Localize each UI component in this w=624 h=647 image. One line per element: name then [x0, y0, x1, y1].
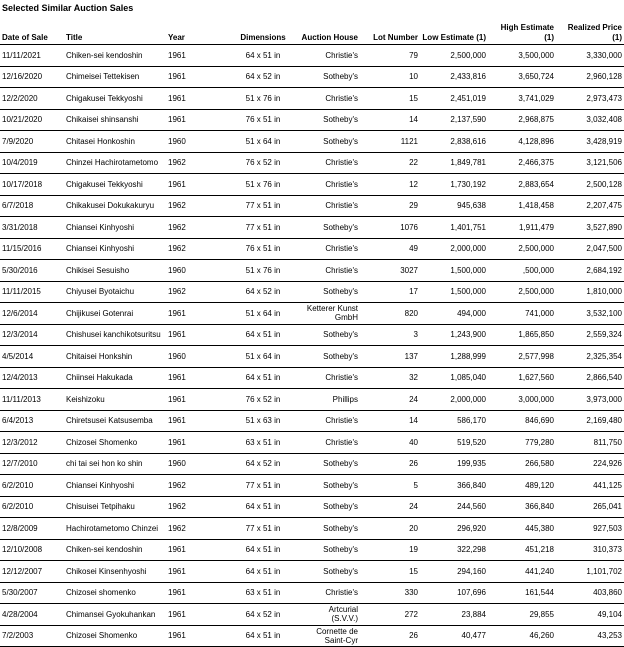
cell-year: 1962 [166, 281, 228, 303]
cell-dimensions: 51 x 64 in [228, 303, 298, 325]
cell-year: 1961 [166, 625, 228, 647]
cell-auction-house: Sotheby's [298, 518, 360, 540]
cell-realized-price: 3,428,919 [556, 131, 624, 153]
cell-auction-house: Christie's [298, 88, 360, 110]
cell-realized-price: 3,330,000 [556, 45, 624, 67]
cell-low-estimate: 244,560 [420, 496, 488, 518]
cell-date: 12/7/2010 [0, 453, 64, 475]
cell-lot-number: 32 [360, 367, 420, 389]
cell-date: 11/11/2021 [0, 45, 64, 67]
cell-high-estimate: 441,240 [488, 561, 556, 583]
cell-auction-house: Sotheby's [298, 324, 360, 346]
cell-year: 1961 [166, 367, 228, 389]
cell-dimensions: 64 x 51 in [228, 324, 298, 346]
table-row [0, 453, 624, 475]
cell-title: Chizosei Shomenko [64, 625, 166, 647]
cell-high-estimate: 741,000 [488, 303, 556, 325]
cell-title: Hachirotametomo Chinzei [64, 518, 166, 540]
table-row [0, 346, 624, 368]
cell-auction-house: Christie's [298, 195, 360, 217]
cell-high-estimate: 366,840 [488, 496, 556, 518]
cell-realized-price: 49,104 [556, 604, 624, 626]
cell-title: Chiyusei Byotaichu [64, 281, 166, 303]
cell-date: 4/5/2014 [0, 346, 64, 368]
cell-auction-house: Christie's [298, 174, 360, 196]
table-row [0, 582, 624, 604]
cell-dimensions: 76 x 51 in [228, 238, 298, 260]
cell-lot-number: 26 [360, 453, 420, 475]
cell-realized-price: 441,125 [556, 475, 624, 497]
header-row [0, 15, 624, 45]
cell-auction-house: Christie's [298, 45, 360, 67]
cell-year: 1960 [166, 260, 228, 282]
cell-low-estimate: 322,298 [420, 539, 488, 561]
table-row [0, 389, 624, 411]
cell-year: 1961 [166, 324, 228, 346]
cell-year: 1962 [166, 475, 228, 497]
cell-lot-number: 820 [360, 303, 420, 325]
cell-title: Chiretsusei Katsusemba [64, 410, 166, 432]
cell-title: Chikaisei shinsanshi [64, 109, 166, 131]
cell-year: 1962 [166, 195, 228, 217]
cell-auction-house: Sotheby's [298, 66, 360, 88]
table-row [0, 496, 624, 518]
table-row [0, 518, 624, 540]
cell-title: Chizosei Shomenko [64, 432, 166, 454]
cell-low-estimate: 1,849,781 [420, 152, 488, 174]
cell-high-estimate: ,500,000 [488, 260, 556, 282]
cell-title: Chitasei Honkoshin [64, 131, 166, 153]
cell-realized-price: 1,810,000 [556, 281, 624, 303]
cell-high-estimate: 489,120 [488, 475, 556, 497]
cell-date: 3/31/2018 [0, 217, 64, 239]
cell-dimensions: 51 x 76 in [228, 260, 298, 282]
cell-lot-number: 24 [360, 389, 420, 411]
cell-lot-number: 137 [360, 346, 420, 368]
cell-title: Chimeisei Tettekisen [64, 66, 166, 88]
cell-auction-house: Christie's [298, 260, 360, 282]
cell-dimensions: 64 x 52 in [228, 66, 298, 88]
cell-high-estimate: 161,544 [488, 582, 556, 604]
cell-high-estimate: 3,650,724 [488, 66, 556, 88]
column-header-auction-house: Auction House [298, 15, 360, 45]
cell-date: 12/3/2012 [0, 432, 64, 454]
cell-lot-number: 17 [360, 281, 420, 303]
table-row [0, 45, 624, 67]
cell-lot-number: 26 [360, 625, 420, 647]
column-header-date: Date of Sale [0, 15, 64, 45]
page-title: Selected Similar Auction Sales [2, 3, 134, 13]
cell-auction-house: Sotheby's [298, 346, 360, 368]
cell-dimensions: 64 x 51 in [228, 539, 298, 561]
cell-date: 5/30/2007 [0, 582, 64, 604]
cell-date: 12/4/2013 [0, 367, 64, 389]
cell-title: Chizosei shomenko [64, 582, 166, 604]
cell-auction-house: Christie's [298, 238, 360, 260]
cell-year: 1961 [166, 45, 228, 67]
cell-title: Chigakusei Tekkyoshi [64, 88, 166, 110]
cell-year: 1960 [166, 453, 228, 475]
table-row [0, 604, 624, 626]
cell-dimensions: 51 x 64 in [228, 346, 298, 368]
table-row [0, 281, 624, 303]
cell-lot-number: 49 [360, 238, 420, 260]
cell-realized-price: 3,121,506 [556, 152, 624, 174]
table-row [0, 367, 624, 389]
cell-year: 1960 [166, 346, 228, 368]
cell-auction-house: Artcurial (S.V.V.) [298, 604, 360, 626]
cell-year: 1962 [166, 496, 228, 518]
cell-dimensions: 77 x 51 in [228, 475, 298, 497]
column-header-title: Title [64, 15, 166, 45]
cell-dimensions: 63 x 51 in [228, 432, 298, 454]
cell-year: 1961 [166, 410, 228, 432]
cell-realized-price: 1,101,702 [556, 561, 624, 583]
column-header-dimensions: Dimensions [228, 15, 298, 45]
cell-year: 1962 [166, 518, 228, 540]
cell-dimensions: 76 x 52 in [228, 389, 298, 411]
cell-low-estimate: 1,500,000 [420, 260, 488, 282]
cell-auction-house: Christie's [298, 432, 360, 454]
table-row [0, 88, 624, 110]
cell-lot-number: 5 [360, 475, 420, 497]
cell-lot-number: 15 [360, 88, 420, 110]
cell-auction-house: Christie's [298, 367, 360, 389]
cell-lot-number: 3 [360, 324, 420, 346]
cell-low-estimate: 494,000 [420, 303, 488, 325]
cell-dimensions: 64 x 51 in [228, 625, 298, 647]
cell-low-estimate: 107,696 [420, 582, 488, 604]
cell-title: Chitaisei Honkshin [64, 346, 166, 368]
cell-realized-price: 310,373 [556, 539, 624, 561]
cell-dimensions: 76 x 51 in [228, 109, 298, 131]
cell-lot-number: 10 [360, 66, 420, 88]
cell-low-estimate: 2,137,590 [420, 109, 488, 131]
cell-dimensions: 63 x 51 in [228, 582, 298, 604]
table-row [0, 131, 624, 153]
cell-low-estimate: 40,477 [420, 625, 488, 647]
cell-date: 10/17/2018 [0, 174, 64, 196]
cell-year: 1961 [166, 432, 228, 454]
cell-year: 1961 [166, 66, 228, 88]
cell-high-estimate: 4,128,896 [488, 131, 556, 153]
cell-title: Chiinsei Hakukada [64, 367, 166, 389]
cell-year: 1961 [166, 539, 228, 561]
cell-realized-price: 2,960,128 [556, 66, 624, 88]
cell-low-estimate: 519,520 [420, 432, 488, 454]
cell-low-estimate: 2,000,000 [420, 238, 488, 260]
cell-year: 1961 [166, 561, 228, 583]
cell-low-estimate: 1,243,900 [420, 324, 488, 346]
cell-high-estimate: 779,280 [488, 432, 556, 454]
cell-realized-price: 2,973,473 [556, 88, 624, 110]
cell-lot-number: 3027 [360, 260, 420, 282]
cell-date: 12/3/2014 [0, 324, 64, 346]
cell-auction-house: Cornette de Saint-Cyr [298, 625, 360, 647]
cell-realized-price: 2,047,500 [556, 238, 624, 260]
cell-high-estimate: 46,260 [488, 625, 556, 647]
cell-realized-price: 2,866,540 [556, 367, 624, 389]
cell-year: 1961 [166, 389, 228, 411]
cell-auction-house: Sotheby's [298, 496, 360, 518]
cell-title: Chinzei Hachirotametomo [64, 152, 166, 174]
cell-low-estimate: 1,500,000 [420, 281, 488, 303]
cell-dimensions: 64 x 51 in [228, 367, 298, 389]
cell-year: 1961 [166, 604, 228, 626]
cell-date: 10/21/2020 [0, 109, 64, 131]
cell-low-estimate: 366,840 [420, 475, 488, 497]
table-row [0, 260, 624, 282]
table-row [0, 432, 624, 454]
cell-auction-house: Sotheby's [298, 131, 360, 153]
table-row [0, 195, 624, 217]
cell-title: Chijikusei Gotenrai [64, 303, 166, 325]
cell-realized-price: 927,503 [556, 518, 624, 540]
cell-auction-house: Sotheby's [298, 453, 360, 475]
cell-dimensions: 51 x 76 in [228, 174, 298, 196]
cell-date: 11/11/2015 [0, 281, 64, 303]
table-row [0, 561, 624, 583]
cell-auction-house: Christie's [298, 410, 360, 432]
cell-high-estimate: 2,883,654 [488, 174, 556, 196]
column-header-low-estimate: Low Estimate (1) [420, 15, 488, 45]
cell-lot-number: 14 [360, 109, 420, 131]
cell-lot-number: 15 [360, 561, 420, 583]
cell-low-estimate: 1,288,999 [420, 346, 488, 368]
cell-high-estimate: 451,218 [488, 539, 556, 561]
cell-date: 6/2/2010 [0, 496, 64, 518]
cell-auction-house: Phillips [298, 389, 360, 411]
cell-high-estimate: 2,500,000 [488, 238, 556, 260]
cell-realized-price: 811,750 [556, 432, 624, 454]
cell-title: Chishusei kanchikotsuritsu [64, 324, 166, 346]
column-header-high-estimate: High Estimate (1) [488, 15, 556, 45]
cell-auction-house: Sotheby's [298, 217, 360, 239]
cell-high-estimate: 846,690 [488, 410, 556, 432]
cell-dimensions: 64 x 52 in [228, 281, 298, 303]
cell-auction-house: Sotheby's [298, 281, 360, 303]
cell-title: Chikakusei Dokukakuryu [64, 195, 166, 217]
cell-date: 12/10/2008 [0, 539, 64, 561]
cell-year: 1961 [166, 88, 228, 110]
cell-high-estimate: 2,968,875 [488, 109, 556, 131]
table-row [0, 217, 624, 239]
cell-lot-number: 14 [360, 410, 420, 432]
cell-realized-price: 2,500,128 [556, 174, 624, 196]
cell-auction-house: Sotheby's [298, 109, 360, 131]
cell-auction-house: Sotheby's [298, 475, 360, 497]
cell-date: 12/2/2020 [0, 88, 64, 110]
cell-realized-price: 2,325,354 [556, 346, 624, 368]
cell-date: 7/2/2003 [0, 625, 64, 647]
cell-low-estimate: 23,884 [420, 604, 488, 626]
cell-dimensions: 64 x 51 in [228, 561, 298, 583]
cell-dimensions: 64 x 51 in [228, 496, 298, 518]
cell-title: Chiken-sei kendoshin [64, 45, 166, 67]
cell-low-estimate: 1,085,040 [420, 367, 488, 389]
cell-dimensions: 64 x 52 in [228, 453, 298, 475]
cell-lot-number: 272 [360, 604, 420, 626]
cell-dimensions: 76 x 52 in [228, 152, 298, 174]
cell-realized-price: 43,253 [556, 625, 624, 647]
cell-date: 12/12/2007 [0, 561, 64, 583]
cell-auction-house: Sotheby's [298, 539, 360, 561]
cell-year: 1960 [166, 131, 228, 153]
cell-title: Chisuisei Tetpihaku [64, 496, 166, 518]
cell-dimensions: 51 x 76 in [228, 88, 298, 110]
cell-realized-price: 224,926 [556, 453, 624, 475]
cell-low-estimate: 2,500,000 [420, 45, 488, 67]
cell-title: Chimansei Gyokuhankan [64, 604, 166, 626]
cell-high-estimate: 29,855 [488, 604, 556, 626]
cell-date: 6/4/2013 [0, 410, 64, 432]
cell-low-estimate: 1,401,751 [420, 217, 488, 239]
table-row [0, 174, 624, 196]
cell-dimensions: 77 x 51 in [228, 217, 298, 239]
cell-date: 7/9/2020 [0, 131, 64, 153]
cell-year: 1961 [166, 582, 228, 604]
cell-title: Chiansei Kinhyoshi [64, 475, 166, 497]
cell-realized-price: 3,032,408 [556, 109, 624, 131]
table-row [0, 109, 624, 131]
table-row [0, 324, 624, 346]
cell-high-estimate: 1,418,458 [488, 195, 556, 217]
cell-date: 6/2/2010 [0, 475, 64, 497]
cell-year: 1961 [166, 109, 228, 131]
cell-year: 1962 [166, 217, 228, 239]
cell-realized-price: 3,532,100 [556, 303, 624, 325]
cell-low-estimate: 296,920 [420, 518, 488, 540]
cell-date: 5/30/2016 [0, 260, 64, 282]
cell-high-estimate: 2,577,998 [488, 346, 556, 368]
auction-sales-table [0, 15, 624, 647]
table-row [0, 152, 624, 174]
cell-dimensions: 77 x 51 in [228, 195, 298, 217]
cell-lot-number: 29 [360, 195, 420, 217]
cell-date: 12/6/2014 [0, 303, 64, 325]
cell-date: 6/7/2018 [0, 195, 64, 217]
cell-lot-number: 12 [360, 174, 420, 196]
cell-auction-house: Christie's [298, 582, 360, 604]
table-row [0, 475, 624, 497]
cell-dimensions: 64 x 51 in [228, 45, 298, 67]
cell-lot-number: 79 [360, 45, 420, 67]
cell-date: 12/8/2009 [0, 518, 64, 540]
table-row [0, 303, 624, 325]
cell-title: Keishizoku [64, 389, 166, 411]
cell-high-estimate: 445,380 [488, 518, 556, 540]
column-header-lot-number: Lot Number [360, 15, 420, 45]
table-row [0, 66, 624, 88]
cell-auction-house: Christie's [298, 152, 360, 174]
cell-dimensions: 51 x 63 in [228, 410, 298, 432]
cell-realized-price: 3,973,000 [556, 389, 624, 411]
cell-lot-number: 330 [360, 582, 420, 604]
cell-high-estimate: 3,000,000 [488, 389, 556, 411]
cell-high-estimate: 1,627,560 [488, 367, 556, 389]
cell-year: 1962 [166, 238, 228, 260]
cell-date: 10/4/2019 [0, 152, 64, 174]
cell-low-estimate: 2,838,616 [420, 131, 488, 153]
cell-high-estimate: 2,466,375 [488, 152, 556, 174]
cell-realized-price: 2,684,192 [556, 260, 624, 282]
cell-title: Chikosei Kinsenhyoshi [64, 561, 166, 583]
cell-realized-price: 3,527,890 [556, 217, 624, 239]
table-row [0, 410, 624, 432]
cell-high-estimate: 2,500,000 [488, 281, 556, 303]
column-header-year: Year [166, 15, 228, 45]
cell-lot-number: 1121 [360, 131, 420, 153]
cell-lot-number: 24 [360, 496, 420, 518]
cell-low-estimate: 2,451,019 [420, 88, 488, 110]
cell-lot-number: 1076 [360, 217, 420, 239]
cell-low-estimate: 2,433,816 [420, 66, 488, 88]
cell-realized-price: 265,041 [556, 496, 624, 518]
cell-year: 1961 [166, 174, 228, 196]
cell-year: 1962 [166, 152, 228, 174]
cell-high-estimate: 3,500,000 [488, 45, 556, 67]
cell-lot-number: 22 [360, 152, 420, 174]
cell-year: 1961 [166, 303, 228, 325]
cell-high-estimate: 1,865,850 [488, 324, 556, 346]
cell-auction-house: Ketterer Kunst GmbH [298, 303, 360, 325]
cell-dimensions: 64 x 52 in [228, 604, 298, 626]
cell-title: Chiken-sei kendoshin [64, 539, 166, 561]
cell-high-estimate: 1,911,479 [488, 217, 556, 239]
cell-dimensions: 51 x 64 in [228, 131, 298, 153]
cell-dimensions: 77 x 51 in [228, 518, 298, 540]
cell-auction-house: Sotheby's [298, 561, 360, 583]
cell-high-estimate: 266,580 [488, 453, 556, 475]
cell-realized-price: 2,559,324 [556, 324, 624, 346]
cell-date: 11/15/2016 [0, 238, 64, 260]
cell-low-estimate: 945,638 [420, 195, 488, 217]
cell-lot-number: 40 [360, 432, 420, 454]
cell-title: chi tai sei hon ko shin [64, 453, 166, 475]
table-row [0, 238, 624, 260]
cell-title: Chikisei Sesuisho [64, 260, 166, 282]
cell-date: 12/16/2020 [0, 66, 64, 88]
cell-low-estimate: 586,170 [420, 410, 488, 432]
table-row [0, 539, 624, 561]
table-row [0, 625, 624, 647]
cell-realized-price: 2,207,475 [556, 195, 624, 217]
cell-high-estimate: 3,741,029 [488, 88, 556, 110]
cell-low-estimate: 199,935 [420, 453, 488, 475]
cell-lot-number: 20 [360, 518, 420, 540]
cell-date: 4/28/2004 [0, 604, 64, 626]
cell-lot-number: 19 [360, 539, 420, 561]
column-header-realized-price: Realized Price (1) [556, 15, 624, 45]
cell-realized-price: 403,860 [556, 582, 624, 604]
cell-date: 11/11/2013 [0, 389, 64, 411]
cell-title: Chigakusei Tekkyoshi [64, 174, 166, 196]
cell-low-estimate: 1,730,192 [420, 174, 488, 196]
cell-low-estimate: 2,000,000 [420, 389, 488, 411]
cell-low-estimate: 294,160 [420, 561, 488, 583]
cell-title: Chiansei Kinhyoshi [64, 217, 166, 239]
cell-realized-price: 2,169,480 [556, 410, 624, 432]
cell-title: Chiansei Kinhyoshi [64, 238, 166, 260]
